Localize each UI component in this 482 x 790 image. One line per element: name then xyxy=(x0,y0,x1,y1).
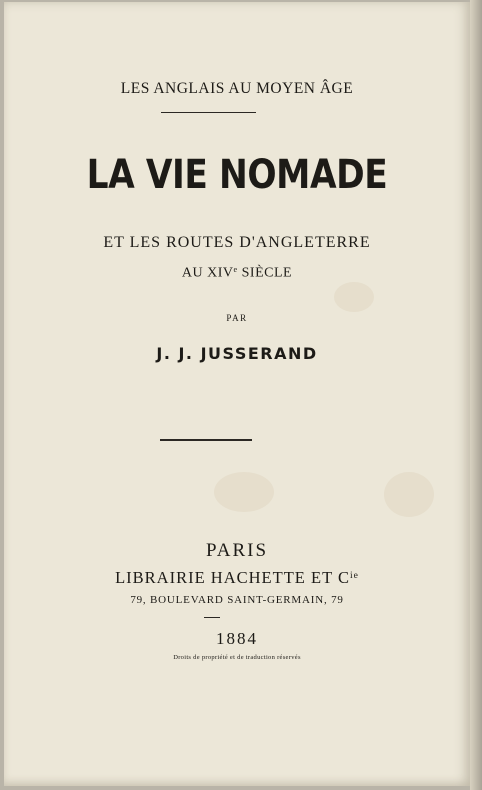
imprint-year: 1884 xyxy=(216,629,258,648)
foxing-stain xyxy=(384,472,434,517)
small-rule xyxy=(204,617,220,618)
author-name: J. J. JUSSERAND xyxy=(156,344,318,363)
publisher-superscript: ie xyxy=(349,569,359,581)
subtitle-century-superscript: e xyxy=(233,265,238,274)
subtitle-line-2 xyxy=(4,265,470,281)
by-label: PAR xyxy=(226,313,248,323)
series-title: LES ANGLAIS AU MOYEN ÂGE xyxy=(120,80,354,97)
subtitle-century-suffix: SIÈCLE xyxy=(237,265,293,281)
foxing-stain xyxy=(214,472,274,512)
foxing-stain xyxy=(334,282,374,312)
subtitle-line-1: ET LES ROUTES D'ANGLETERRE xyxy=(103,234,371,251)
imprint-publisher xyxy=(4,568,470,588)
imprint-address: 79, BOULEVARD SAINT-GERMAIN, 79 xyxy=(130,594,344,606)
rights-notice: Droits de propriété et de traduction réservés xyxy=(173,654,301,661)
imprint-city: PARIS xyxy=(205,540,269,561)
title-page xyxy=(4,2,470,786)
top-rule xyxy=(161,112,256,113)
middle-rule xyxy=(160,439,252,441)
book-title: LA VIE NOMADE xyxy=(86,152,388,198)
page-fore-edge xyxy=(470,0,482,790)
subtitle-century-prefix: AU XIV xyxy=(181,265,234,281)
publisher-name: LIBRAIRIE HACHETTE ET C xyxy=(115,568,350,587)
